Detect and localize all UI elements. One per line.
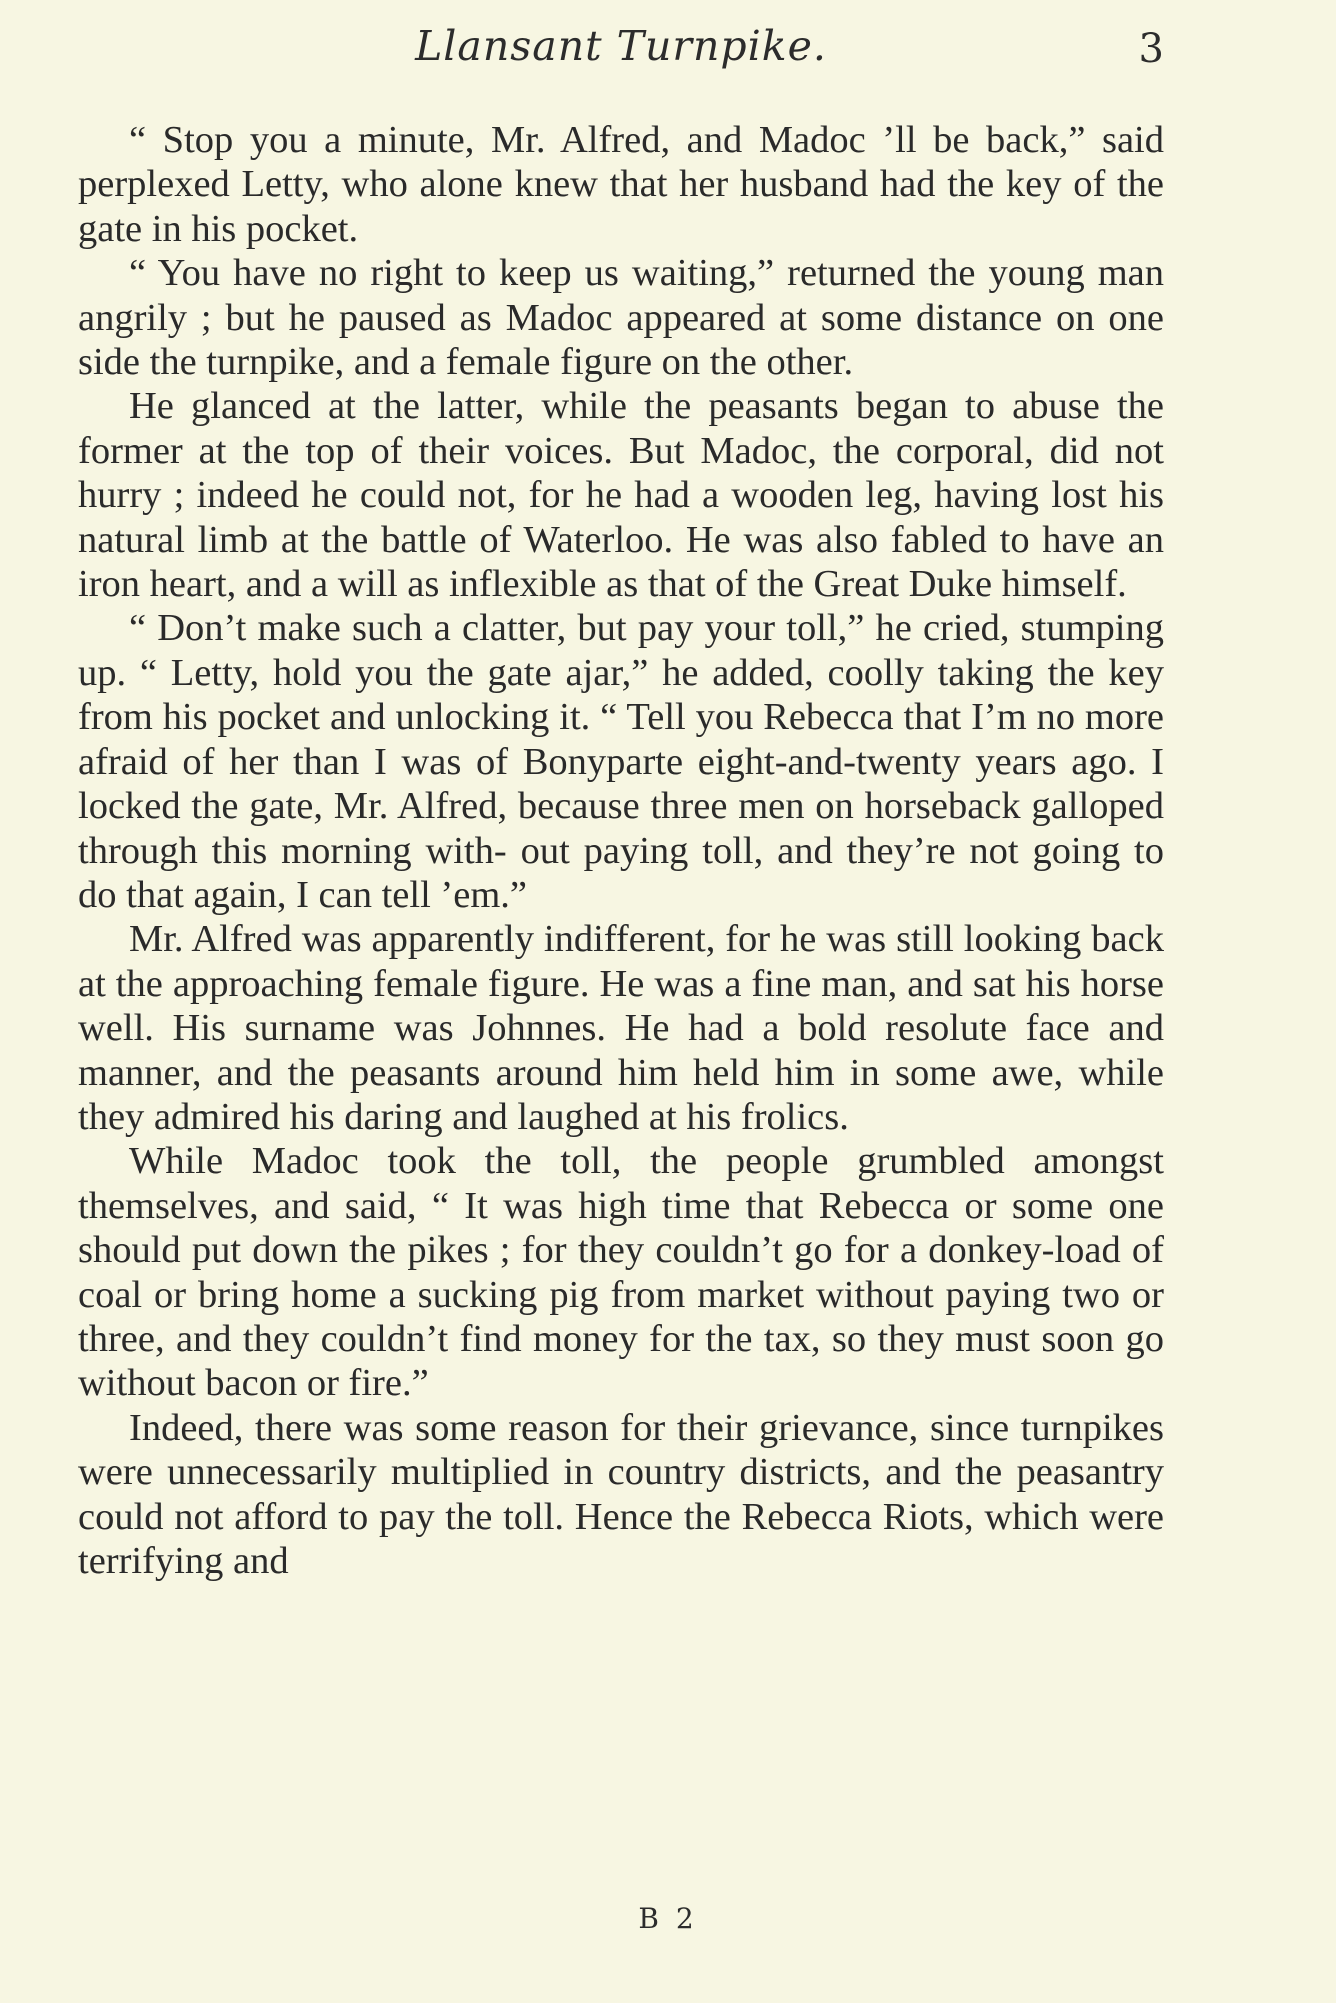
paragraph: “ You have no right to keep us waiting,” returned the young man angrily ; but he paused as Madoc appeared at some distance on one side the turnpike, and a female figure on the other. (78, 252, 1164, 384)
paragraph: While Madoc took the toll, the people grumbled amongst themselves, and said, “ It was high time that Rebecca or some one should put down the pikes ; for they couldn’t go for a donkey-load of coal or bring home a sucking pig from market without paying two or three, and they couldn’t find money for the tax, so they must soon go without bacon or fire.” (78, 1140, 1164, 1405)
page-number: 3 (1138, 26, 1164, 72)
paragraph: “ Stop you a minute, Mr. Alfred, and Madoc ’ll be back,” said perplexed Letty, who alone knew that her husband had the key of the gate in his pocket. (78, 119, 1164, 250)
paragraph: Mr. Alfred was apparently indifferent, for he was still looking back at the approaching female figure. He was a fine man, and sat his horse well. His surname was Johnnes. He had a bold resolute face and manner, and the peasants around him held him in some awe, while they admired his daring and laughed at his frolics. (78, 918, 1164, 1138)
signature-mark: B 2 (638, 1902, 698, 1935)
running-title: Llansant Turnpike. (415, 22, 827, 70)
paragraph: “ Don’t make such a clatter, but pay your toll,” he cried, stumping up. “ Letty, hold you the gate ajar,” he added, coolly taking the key from his pocket and unlocking it. “ Tell you Rebecca that I’m no more afraid of her than I was of Bonyparte eight-and-twenty years ago. I locked the gate, Mr. Alfred, because three men on horseback galloped through this morning with- out paying toll, and they’re not going to do that again, I can tell ’em.” (78, 607, 1164, 916)
running-head (78, 22, 1164, 82)
paragraph: He glanced at the latter, while the peasants began to abuse the former at the top of their voices. But Madoc, the corporal, did not hurry ; indeed he could not, for he had a wooden leg, having lost his natural limb at the battle of Waterloo. He was also fabled to have an iron heart, and a will as inflexible as that of the Great Duke himself. (78, 385, 1164, 606)
paragraph: Indeed, there was some reason for their grievance, since turnpikes were unnecessarily multiplied in country districts, and the peasantry could not afford to pay the toll. Hence the Rebecca Riots, which were terrifying and (78, 1406, 1164, 1582)
body-text (78, 118, 1164, 1583)
